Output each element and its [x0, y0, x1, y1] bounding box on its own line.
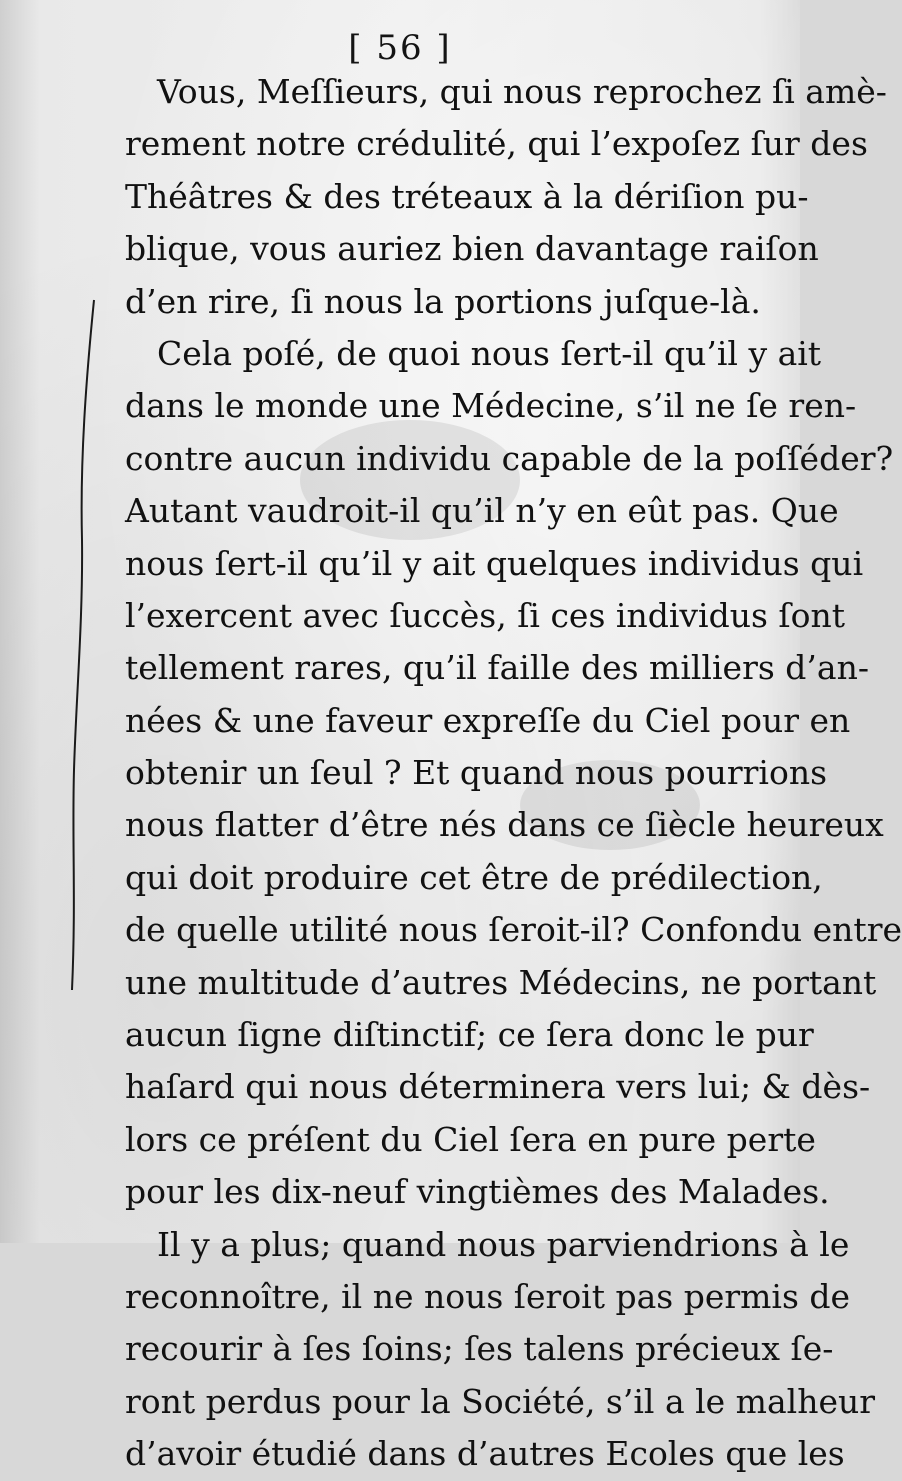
text-line: lors ce préſent du Ciel ſera en pure perte — [125, 1119, 816, 1159]
text-line: aucun ſigne diſtinctif; ce ſera donc le pur — [125, 1015, 814, 1055]
text-line: une multitude d’autres Médecins, ne portant — [125, 962, 877, 1002]
text-line: pour les dix-neuf vingtièmes des Malades. — [125, 1172, 830, 1212]
text-line: d’avoir étudié dans d’autres Ecoles que les — [125, 1434, 845, 1474]
margin-pencil-mark — [58, 300, 98, 990]
body-text — [125, 66, 902, 1481]
text-line: tellement rares, qu’il faille des milliers d’an- — [125, 648, 869, 688]
text-line: nées & une faveur expreſſe du Ciel pour en — [125, 700, 851, 740]
text-line: ront perdus pour la Société, s’il a le malheur — [125, 1381, 876, 1421]
text-line: Il y a plus; quand nous parviendrions à le — [157, 1224, 850, 1264]
text-line: Cela poſé, de quoi nous ſert-il qu’il y ait — [157, 333, 822, 373]
text-line: nous ſert-il qu’il y ait quelques individus qui — [125, 543, 864, 583]
text-line: qui doit produire cet être de prédilection, — [125, 857, 823, 897]
text-line: contre aucun individu capable de la poſſéder? — [125, 438, 894, 478]
text-line: de quelle utilité nous ſeroit-il? Confondu entre — [125, 910, 902, 950]
text-line: l’exercent avec ſuccès, ſi ces individus ſont — [125, 595, 845, 635]
text-line: Vous, Meſſieurs, qui nous reprochez ſi amè- — [157, 72, 887, 111]
text-line: dans le monde une Médecine, s’il ne ſe ren- — [125, 386, 857, 426]
text-line: blique, vous auriez bien davantage raiſon — [125, 229, 819, 269]
page-number: [ 56 ] — [348, 28, 452, 68]
text-line: recourir à ſes ſoins; ſes talens précieux ſe- — [125, 1329, 834, 1369]
text-line: Autant vaudroit-il qu’il n’y en eût pas. Que — [125, 491, 839, 531]
text-line: obtenir un ſeul ? Et quand nous pourrions — [125, 753, 828, 793]
text-line: reconnoître, il ne nous ſeroit pas permis de — [125, 1276, 851, 1316]
text-line: rement notre crédulité, qui l’expoſez ſur des — [125, 124, 868, 164]
text-line: Théâtres & des tréteaux à la dériſion pu- — [125, 176, 809, 216]
text-line: nous flatter d’être nés dans ce ſiècle heureux — [125, 805, 884, 845]
text-line: haſard qui nous déterminera vers lui; & dès- — [125, 1067, 871, 1107]
text-line: d’en rire, ſi nous la portions juſque-là. — [125, 281, 761, 321]
